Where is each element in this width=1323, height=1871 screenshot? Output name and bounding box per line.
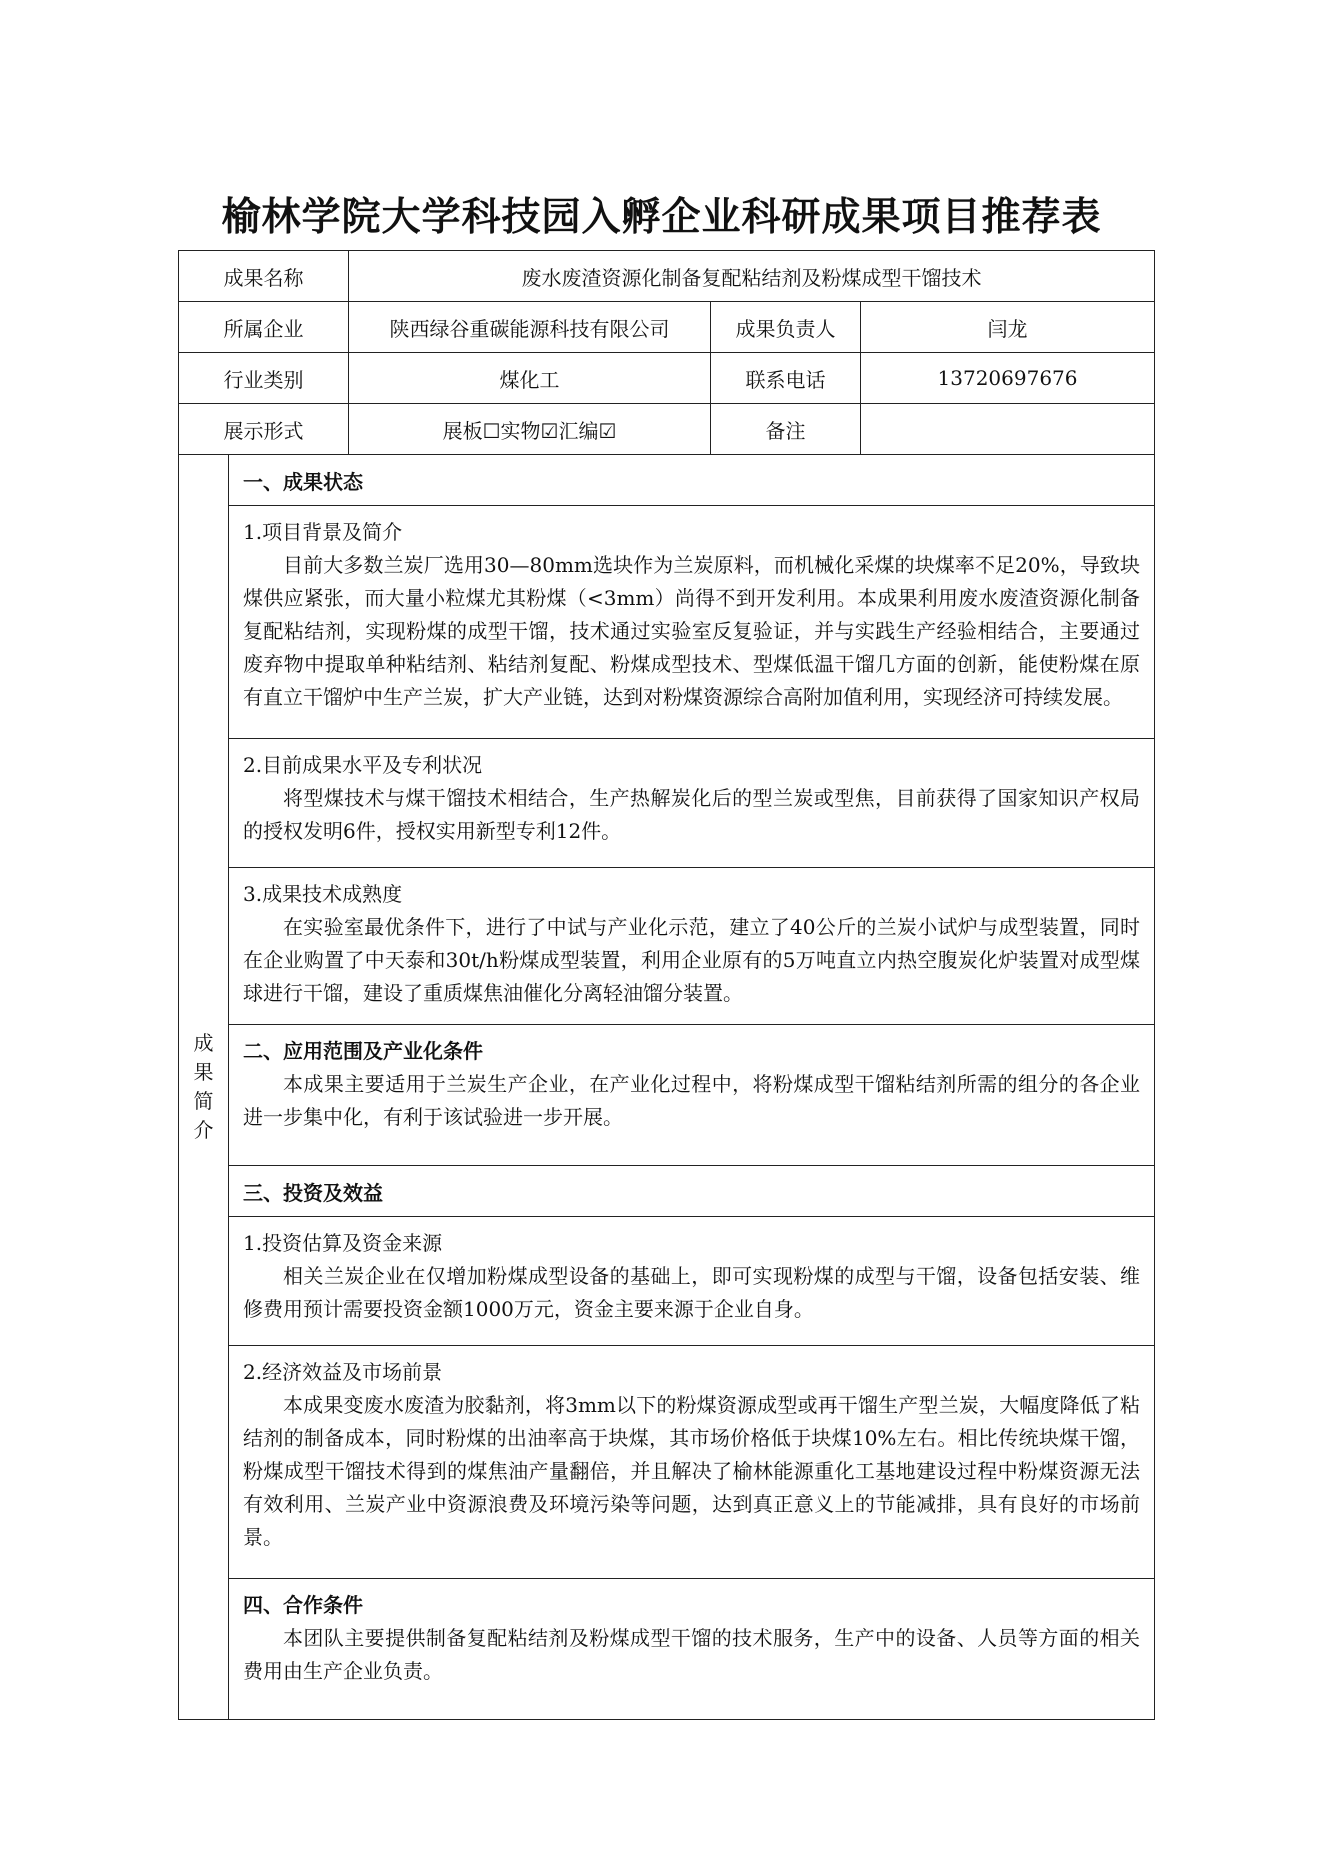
page-title: 榆林学院大学科技园入孵企业科研成果项目推荐表 [221,195,1102,240]
row-section-4 [179,1579,1155,1720]
section-3-1-text: 相关兰炭企业在仅增加粉煤成型设备的基础上，即可实现粉煤的成型与干馏，设备包括安装、维修费用预计需要投资金额1000万元，资金主要来源于企业自身。 [243,1264,1141,1321]
summary-side-label [179,455,229,1720]
section-1-3-text: 在实验室最优条件下，进行了中试与产业化示范，建立了40公斤的兰炭小试炉与成型装置，同时在企业购置了中天泰和30t/h粉煤成型装置，利用企业原有的5万吨直立内热空腹炭化炉装置对成型煤球进行干馏，建设了重质煤焦油催化分离轻油馏分装置。 [243,915,1141,1005]
phone-label: 联系电话 [711,353,861,404]
section-1-2-text: 将型煤技术与煤干馏技术相结合，生产热解炭化后的型兰炭或型焦，目前获得了国家知识产权局的授权发明6件，授权实用新型专利12件。 [243,786,1141,843]
section-4-text: 本团队主要提供制备复配粘结剂及粉煤成型干馏的技术服务，生产中的设备、人员等方面的相关费用由生产企业负责。 [243,1626,1141,1683]
side-char-3: 简 [193,1089,214,1113]
side-char-2: 果 [193,1060,214,1084]
remark-label: 备注 [711,404,861,455]
row-industry [179,353,1155,404]
section-3-2-text: 本成果变废水废渣为胶黏剂，将3mm以下的粉煤资源成型或再干馏生产型兰炭，大幅度降低了粘结剂的制备成本，同时粉煤的出油率高于块煤，其市场价格低于块煤10%左右。相比传统块煤干馏，粉煤成型干馏技术得到的煤焦油产量翻倍，并且解决了榆林能源重化工基地建设过程中粉煤资源无法有效利用、兰炭产业中资源浪费及环境污染等问题，达到真正意义上的节能减排，具有良好的市场前景。 [243,1393,1141,1549]
section-2-title: 二、应用范围及产业化条件 [243,1039,483,1063]
section-1-1-text: 目前大多数兰炭厂选用30—80mm选块作为兰炭原料，而机械化采煤的块煤率不足20%，导致块煤供应紧张，而大量小粒煤尤其粉煤（<3mm）尚得不到开发利用。本成果利用废水废渣资源化制备复配粘结剂，实现粉煤的成型干馏，技术通过实验室反复验证，并与实践生产经验相结合，主要通过废弃物中提取单种粘结剂、粘结剂复配、粉煤成型技术、型煤低温干馏几方面的创新，能使粉煤在原有直立干馏炉中生产兰炭，扩大产业链，达到对粉煤资源综合高附加值利用，实现经济可持续发展。 [243,553,1141,709]
leader-label: 成果负责人 [711,302,861,353]
section-3-1-title: 1.投资估算及资金来源 [243,1231,443,1255]
leader-value: 闫龙 [861,302,1155,353]
row-section-3 [179,1166,1155,1217]
industry-label: 行业类别 [179,353,349,404]
row-achievement-name [179,251,1155,302]
remark-value [861,404,1155,455]
row-section-3-2 [179,1346,1155,1579]
name-label: 成果名称 [179,251,349,302]
row-section-2 [179,1025,1155,1166]
row-section-1-1 [179,506,1155,739]
section-1-title: 一、成果状态 [229,455,1155,506]
section-3-2-title: 2.经济效益及市场前景 [243,1360,443,1384]
row-section-3-1 [179,1217,1155,1346]
recommendation-form [178,250,1155,1720]
section-1-3-title: 3.成果技术成熟度 [243,882,403,906]
side-char-1: 成 [193,1031,214,1055]
display-value: 展板☐实物☑汇编☑ [349,404,711,455]
section-1-2-title: 2.目前成果水平及专利状况 [243,753,483,777]
name-value: 废水废渣资源化制备复配粘结剂及粉煤成型干馏技术 [349,251,1155,302]
row-section-1-2 [179,739,1155,868]
row-section-1 [179,455,1155,506]
section-3-title: 三、投资及效益 [229,1166,1155,1217]
side-char-4: 介 [193,1118,214,1142]
row-display [179,404,1155,455]
company-value: 陕西绿谷重碳能源科技有限公司 [349,302,711,353]
section-4-title: 四、合作条件 [243,1593,363,1617]
display-label: 展示形式 [179,404,349,455]
industry-value: 煤化工 [349,353,711,404]
section-1-1-title: 1.项目背景及简介 [243,520,403,544]
company-label: 所属企业 [179,302,349,353]
section-2-text: 本成果主要适用于兰炭生产企业，在产业化过程中，将粉煤成型干馏粘结剂所需的组分的各企业进一步集中化，有利于该试验进一步开展。 [243,1072,1141,1129]
row-company [179,302,1155,353]
phone-value: 13720697676 [861,353,1155,404]
row-section-1-3 [179,868,1155,1025]
